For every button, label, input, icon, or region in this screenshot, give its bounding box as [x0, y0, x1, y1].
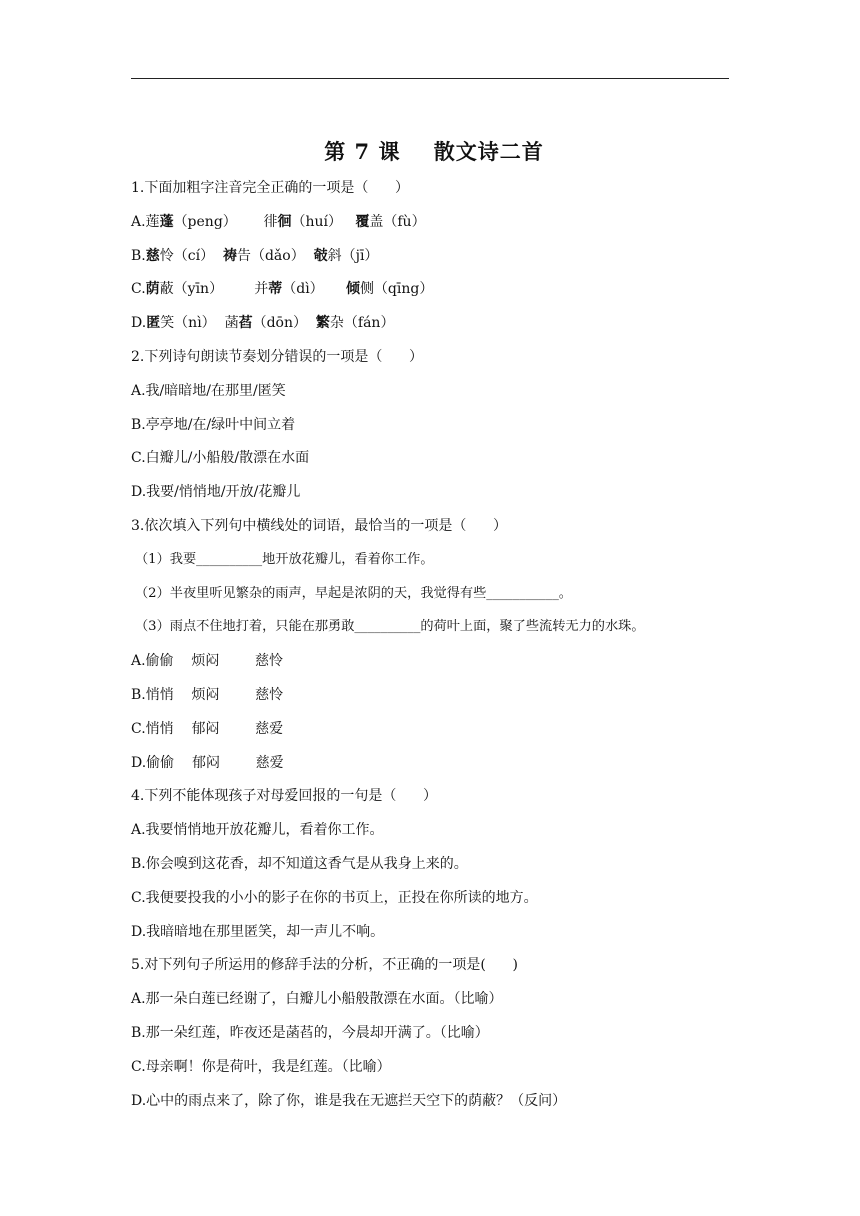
text-segment: 3.依次填入下列句中横线处的词语，最恰当的一项是（ ） [131, 517, 508, 534]
bold-character: 蓬 [159, 213, 174, 230]
header-rule [131, 78, 729, 79]
sub-sentence [131, 550, 831, 584]
text-segment: A.我要悄悄地开放花瓣儿，看着你工作。 [131, 822, 384, 839]
text-segment: 怜（cí） [159, 247, 223, 264]
question-stem [131, 178, 831, 212]
text-segment: 2.下列诗句朗读节奏划分错误的一项是（ ） [131, 348, 424, 365]
text-segment: B.悄悄 烦闷 慈怜 [131, 686, 284, 703]
text-segment: 1.下面加粗字注音完全正确的一项是（ ） [131, 180, 410, 196]
text-segment: D.我暗暗地在那里匿笑，却一声儿不响。 [131, 923, 385, 940]
text-segment: A.偷偷 烦闷 慈怜 [131, 653, 283, 670]
bold-character: 繁 [315, 315, 330, 332]
question-stem [131, 347, 831, 381]
answer-option [131, 651, 831, 685]
answer-option [131, 1023, 831, 1057]
answer-option [131, 753, 831, 787]
text-segment: 斜（jī） [327, 247, 379, 264]
answer-option [131, 719, 831, 753]
bold-character: 荫 [145, 281, 160, 298]
text-segment: C.母亲啊！你是荷叶，我是红莲。（比喻） [131, 1058, 391, 1075]
text-segment: D.偷偷 郁闷 慈爱 [131, 754, 284, 771]
text-segment: B. [131, 247, 146, 264]
sub-sentence [131, 584, 831, 618]
text-segment: B.你会嗅到这花香，却不知道这香气是从我身上来的。 [131, 855, 468, 872]
answer-option [131, 1057, 831, 1091]
bold-character: 覆 [355, 213, 370, 230]
answer-option [131, 482, 831, 516]
text-segment: B.亭亭地/在/绿叶中间立着 [131, 416, 296, 433]
text-segment: 4.下列不能体现孩子对母爱回报的一句是（ ） [131, 788, 438, 805]
text-segment: B.那一朵红莲，昨夜还是菡萏的，今晨却开满了。（比喻） [131, 1024, 489, 1041]
text-segment: （1）我要__________地开放花瓣儿，看着你工作。 [135, 551, 434, 567]
text-segment: A.那一朵白莲已经谢了，白瓣儿小船般散漂在水面。（比喻） [131, 991, 503, 1008]
text-segment: 蔽（yīn） 并 [159, 281, 269, 298]
answer-option [131, 381, 831, 415]
bold-character: 祷 [222, 247, 237, 264]
text-segment: 告（dǎo） [236, 247, 314, 264]
text-segment: 5.对下列句子所运用的修辞手法的分析，不正确的一项是( ) [131, 957, 518, 974]
answer-option [131, 1091, 831, 1125]
text-segment: （huí） [291, 213, 356, 230]
text-segment: D. [131, 315, 147, 332]
bold-character: 蒂 [268, 281, 283, 298]
answer-option [131, 922, 831, 956]
text-segment: C. [131, 281, 146, 298]
answer-option [131, 854, 831, 888]
page-title: 第 7 课 散文诗二首 [324, 139, 544, 164]
answer-option [131, 888, 831, 922]
bold-character: 匿 [146, 315, 161, 332]
answer-option [131, 415, 831, 449]
answer-option [131, 246, 831, 280]
question-stem [131, 786, 831, 820]
text-segment: C.悄悄 郁闷 慈爱 [131, 720, 284, 737]
text-segment: A.莲 [131, 213, 160, 230]
bold-character: 倾 [345, 281, 360, 298]
text-segment: C.我便要投我的小小的影子在你的书页上，正投在你所读的地方。 [131, 889, 538, 906]
sub-sentence [131, 617, 831, 651]
text-segment: 笑（nì） 菡 [160, 315, 239, 332]
text-segment: 侧（qīng） [359, 281, 434, 298]
answer-option [131, 685, 831, 719]
answer-option [131, 313, 831, 347]
answer-option [131, 820, 831, 854]
text-segment: 杂（fán） [329, 315, 395, 332]
text-segment: A.我/暗暗地/在那里/匿笑 [131, 382, 286, 399]
text-segment: （dōn） [252, 315, 316, 332]
text-segment: D.我要/悄悄地/开放/花瓣儿 [131, 484, 301, 501]
answer-option [131, 448, 831, 482]
text-segment: D.心中的雨点来了，除了你，谁是我在无遮拦天空下的荫蔽？（反问） [131, 1092, 567, 1109]
text-segment: （peng） 徘 [173, 213, 278, 230]
bold-character: 攲 [313, 247, 328, 264]
text-segment: （3）雨点不住地打着，只能在那勇敢__________的荷叶上面，聚了些流转无力的水珠。 [135, 619, 645, 635]
bold-character: 萏 [238, 315, 253, 332]
text-segment: （dì） [282, 281, 346, 298]
bold-character: 徊 [277, 213, 292, 230]
answer-option [131, 989, 831, 1023]
bold-character: 慈 [145, 247, 160, 264]
text-segment: 盖（fù） [369, 213, 426, 230]
text-segment: （2）半夜里听见繁杂的雨声，早起是浓阴的天，我觉得有些___________。 [135, 585, 572, 601]
text-segment: C.白瓣儿/小船般/散漂在水面 [131, 450, 310, 467]
question-stem [131, 955, 831, 989]
question-list [131, 178, 831, 1124]
answer-option [131, 279, 831, 313]
answer-option [131, 212, 831, 246]
question-stem [131, 516, 831, 550]
